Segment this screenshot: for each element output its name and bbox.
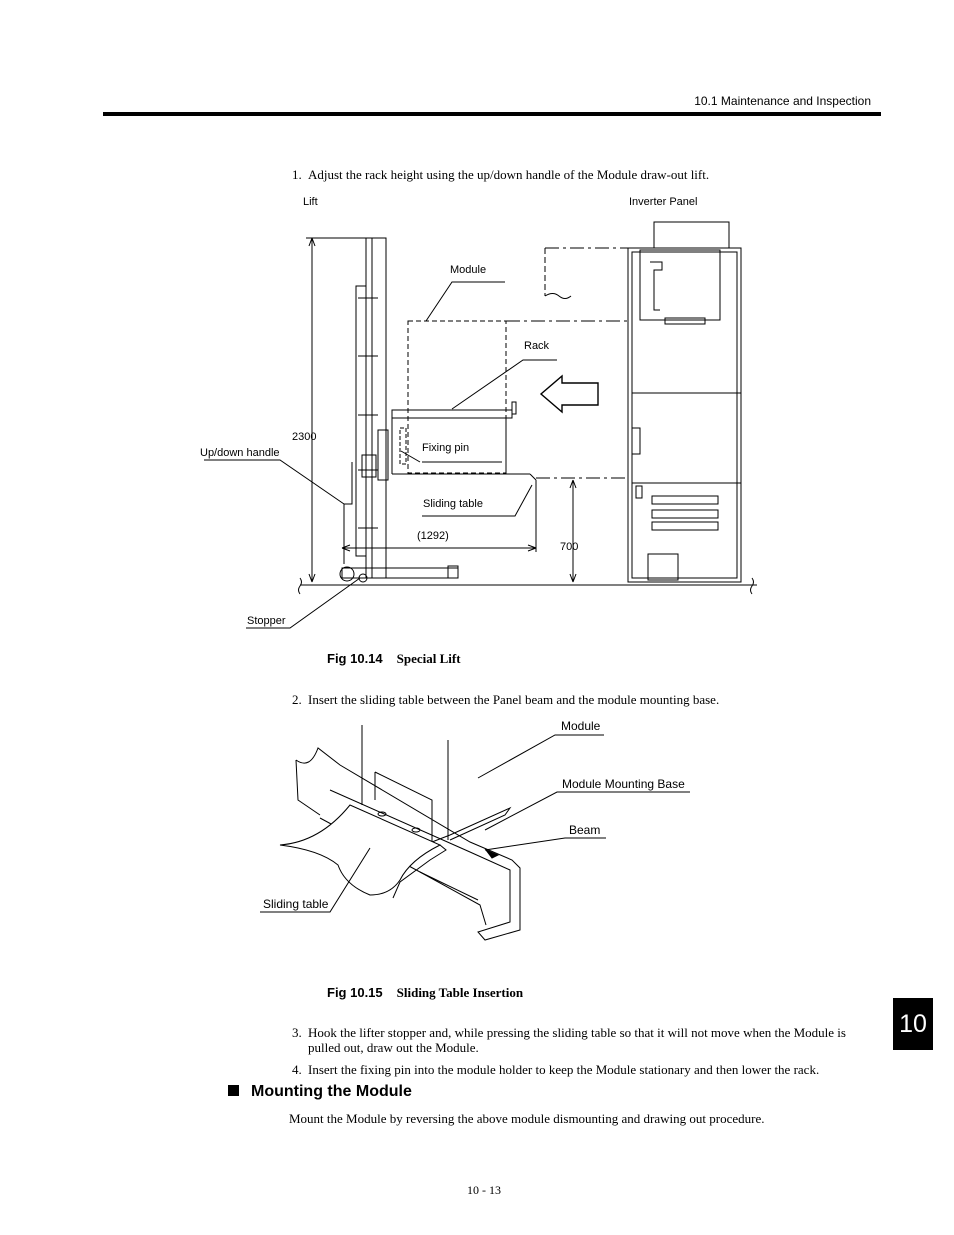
sliding-table-shape	[280, 805, 440, 895]
dimension-table-height	[570, 480, 576, 582]
section-heading	[228, 1083, 412, 1101]
step-number: 1.	[292, 167, 302, 182]
lift-column	[356, 238, 388, 578]
label-module: Module	[450, 264, 487, 276]
break-mark	[545, 294, 571, 299]
insert-arrow	[541, 376, 598, 412]
step-number: 2.	[292, 692, 302, 707]
step-1	[292, 167, 709, 182]
rack	[392, 402, 536, 480]
step-text-continued: pulled out, draw out the Module.	[308, 1040, 479, 1055]
chapter-tab: 10	[893, 998, 933, 1050]
figure-title: Sliding Table Insertion	[396, 985, 524, 1000]
label-module-mounting-base: Module Mounting Base	[562, 777, 685, 791]
label-updown-handle: Up/down handle	[200, 447, 280, 459]
step-text: Insert the sliding table between the Panel beam and the module mounting base.	[308, 692, 720, 707]
leader-updown-handle	[204, 460, 344, 504]
header-rule	[103, 112, 881, 116]
step-number: 3.	[292, 1025, 302, 1040]
step-text: Adjust the rack height using the up/down handle of the Module draw-out lift.	[308, 167, 710, 182]
step-2	[292, 692, 719, 707]
leader-module	[426, 282, 505, 321]
label-stopper: Stopper	[247, 615, 286, 627]
page-number: 10 - 13	[467, 1183, 501, 1197]
figure-number: Fig 10.15	[327, 985, 383, 1000]
section-title: Mounting the Module	[251, 1083, 412, 1100]
label-rack: Rack	[524, 340, 550, 352]
label-dim-length: (1292)	[417, 530, 449, 542]
label-module: Module	[561, 719, 601, 733]
step-4	[292, 1062, 819, 1077]
sliding-table-insertion-diagram	[255, 715, 705, 950]
section-bullet-icon	[228, 1085, 239, 1096]
label-lift: Lift	[303, 196, 318, 208]
label-inverter-panel: Inverter Panel	[629, 196, 698, 208]
label-dim-height: 2300	[292, 431, 317, 443]
figure-caption-10-15	[327, 985, 523, 1001]
leader-beam	[485, 838, 606, 850]
figure-caption-10-14	[327, 651, 461, 667]
step-number: 4.	[292, 1062, 302, 1077]
floor-break-right	[751, 578, 754, 594]
step-text: Insert the fixing pin into the module holder to keep the Module stationary and then lower the rack.	[308, 1062, 820, 1077]
step-text: Hook the lifter stopper and, while pressing the sliding table so that it will not move when the Module is	[308, 1025, 846, 1040]
dimension-height	[306, 238, 366, 582]
figure-number: Fig 10.14	[327, 651, 383, 666]
figure-title: Special Lift	[396, 651, 461, 666]
section-body: Mount the Module by reversing the above module dismounting and drawing out procedure.	[289, 1111, 765, 1126]
step-3	[292, 1025, 887, 1055]
floor-break-left	[299, 578, 302, 594]
leader-module	[478, 735, 604, 778]
label-sliding-table: Sliding table	[423, 498, 483, 510]
label-fixing-pin: Fixing pin	[422, 442, 470, 454]
label-beam: Beam	[569, 823, 601, 837]
label-dim-table: 700	[560, 541, 579, 553]
label-sliding-table: Sliding table	[263, 897, 329, 911]
special-lift-diagram	[190, 190, 770, 635]
inverter-panel	[628, 222, 741, 582]
fixing-pin	[400, 428, 406, 464]
running-header: 10.1 Maintenance and Inspection	[694, 94, 871, 108]
leader-rack	[452, 360, 557, 409]
